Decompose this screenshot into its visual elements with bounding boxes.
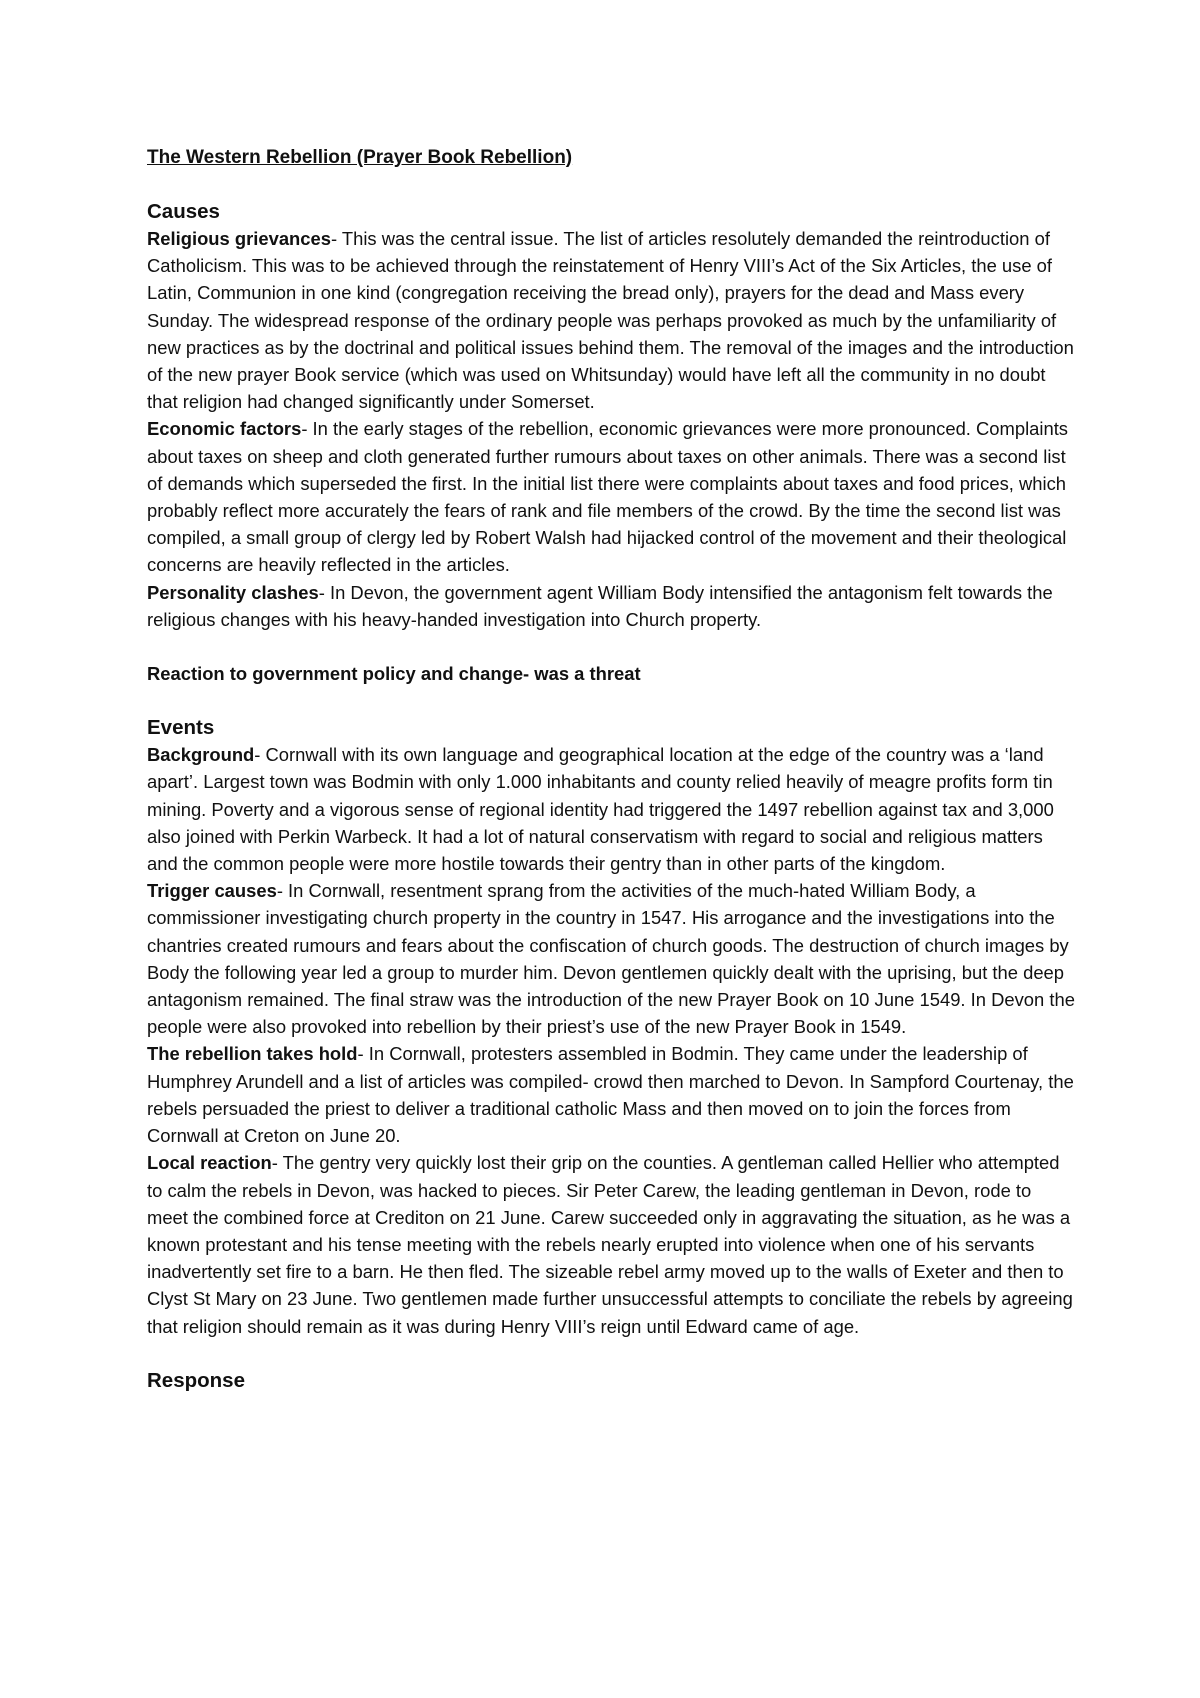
- paragraph-local-reaction: [147, 1149, 1077, 1339]
- paragraph-label: Economic factors: [147, 418, 302, 440]
- paragraph-text: - In Cornwall, protesters assembled in Bodmin. They came under the leadership of Humphrey Arundell and a list of articles was compiled- crowd then marched to Devon. In Sampford Courtenay, the rebels persuaded the priest to deliver a traditional catholic Mass and then moved on to join the forces from Cornwall at Creton on June 20.: [147, 1043, 1074, 1147]
- paragraph-text: - In Devon, the government agent William Body intensified the antagonism felt towards the religious changes with his heavy-handed investigation into Church property.: [147, 581, 1053, 630]
- paragraph-text: - The gentry very quickly lost their grip on the counties. A gentleman called Hellier who attempted to calm the rebels in Devon, was hacked to pieces. Sir Peter Carew, the leading gentleman in Devon, rode to meet the combined force at Crediton on 21 June. Carew succeeded only in aggravating the situation, as he was a known protestant and his tense meeting with the rebels nearly erupted into violence when one of his servants inadvertently set fire to a barn. He then fled. The sizeable rebel army moved up to the walls of Exeter and then to Clyst St Mary on 23 June. Two gentlemen made further unsuccessful attempts to conciliate the rebels by agreeing that religion should remain as it was during Henry VIII’s reign until Edward came of age.: [147, 1152, 1073, 1337]
- paragraph-text: - In the early stages of the rebellion, economic grievances were more pronounced. Complaints about taxes on sheep and cloth generated further rumours about taxes on other animals. There was a second list of demands which superseded the first. In the initial list there were complaints about taxes and food prices, which probably reflect more accurately the fears of rank and file members of the crowd. By the time the second list was compiled, a small group of clergy led by Robert Walsh had hijacked control of the movement and their theological concerns are heavily reflected in the articles.: [147, 418, 1069, 576]
- paragraph-background: [147, 741, 1077, 877]
- paragraph-label: Background: [147, 744, 255, 766]
- spacer: [147, 633, 1077, 660]
- spacer: [147, 687, 1077, 714]
- paragraph-rebellion-takes-hold: [147, 1040, 1077, 1149]
- paragraph-text: - In Cornwall, resentment sprang from the activities of the much-hated William Body, a commissioner investigating church property in the country in 1547. His arrogance and the investigations into the chantries created rumours and fears about the confiscation of church goods. The destruction of church images by Body the following year led a group to murder him. Devon gentlemen quickly dealt with the uprising, but the deep antagonism remained. The final straw was the introduction of the new Prayer Book on 10 June 1549. In Devon the people were also provoked into rebellion by their priest’s use of the new Prayer Book in 1549.: [147, 880, 1075, 1038]
- paragraph-label: Local reaction: [147, 1152, 272, 1174]
- paragraph-personality-clashes: [147, 579, 1077, 633]
- section-heading-events: Events: [147, 716, 215, 740]
- document-title: The Western Rebellion (Prayer Book Rebellion): [147, 147, 573, 168]
- reaction-line: Reaction to government policy and change- was a threat: [147, 663, 641, 685]
- paragraph-text: - This was the central issue. The list of articles resolutely demanded the reintroduction of Catholicism. This was to be achieved through the reinstatement of Henry VIII’s Act of the Six Articles, the use of Latin, Communion in one kind (congregation receiving the bread only), prayers for the dead and Mass every Sunday. The widespread response of the ordinary people was perhaps provoked as much by the unfamiliarity of new practices as by the doctrinal and political issues behind them. The removal of the images and the introduction of the new prayer Book service (which was used on Whitsunday) would have left all the community in no doubt that religion had changed significantly under Somerset.: [147, 228, 1074, 413]
- paragraph-label: Personality clashes: [147, 581, 319, 603]
- paragraph-economic-factors: [147, 415, 1077, 578]
- paragraph-text: - Cornwall with its own language and geographical location at the edge of the country was a ‘land apart’. Largest town was Bodmin with only 1.000 inhabitants and county relied heavily of meagre profits form tin mining. Poverty and a vigorous sense of regional identity had triggered the 1497 rebellion against tax and 3,000 also joined with Perkin Warbeck. It had a lot of natural conservatism with regard to social and religious matters and the common people were more hostile towards their gentry than in other parts of the kingdom.: [147, 744, 1054, 875]
- section-heading-causes: Causes: [147, 200, 220, 223]
- paragraph-religious-grievances: [147, 225, 1077, 415]
- section-heading-response: Response: [147, 1368, 245, 1392]
- spacer: [147, 1340, 1077, 1367]
- paragraph-label: Religious grievances: [147, 228, 331, 249]
- paragraph-trigger-causes: [147, 877, 1077, 1040]
- paragraph-label: The rebellion takes hold: [147, 1043, 358, 1065]
- document-body: [147, 144, 1077, 1394]
- paragraph-label: Trigger causes: [147, 880, 277, 902]
